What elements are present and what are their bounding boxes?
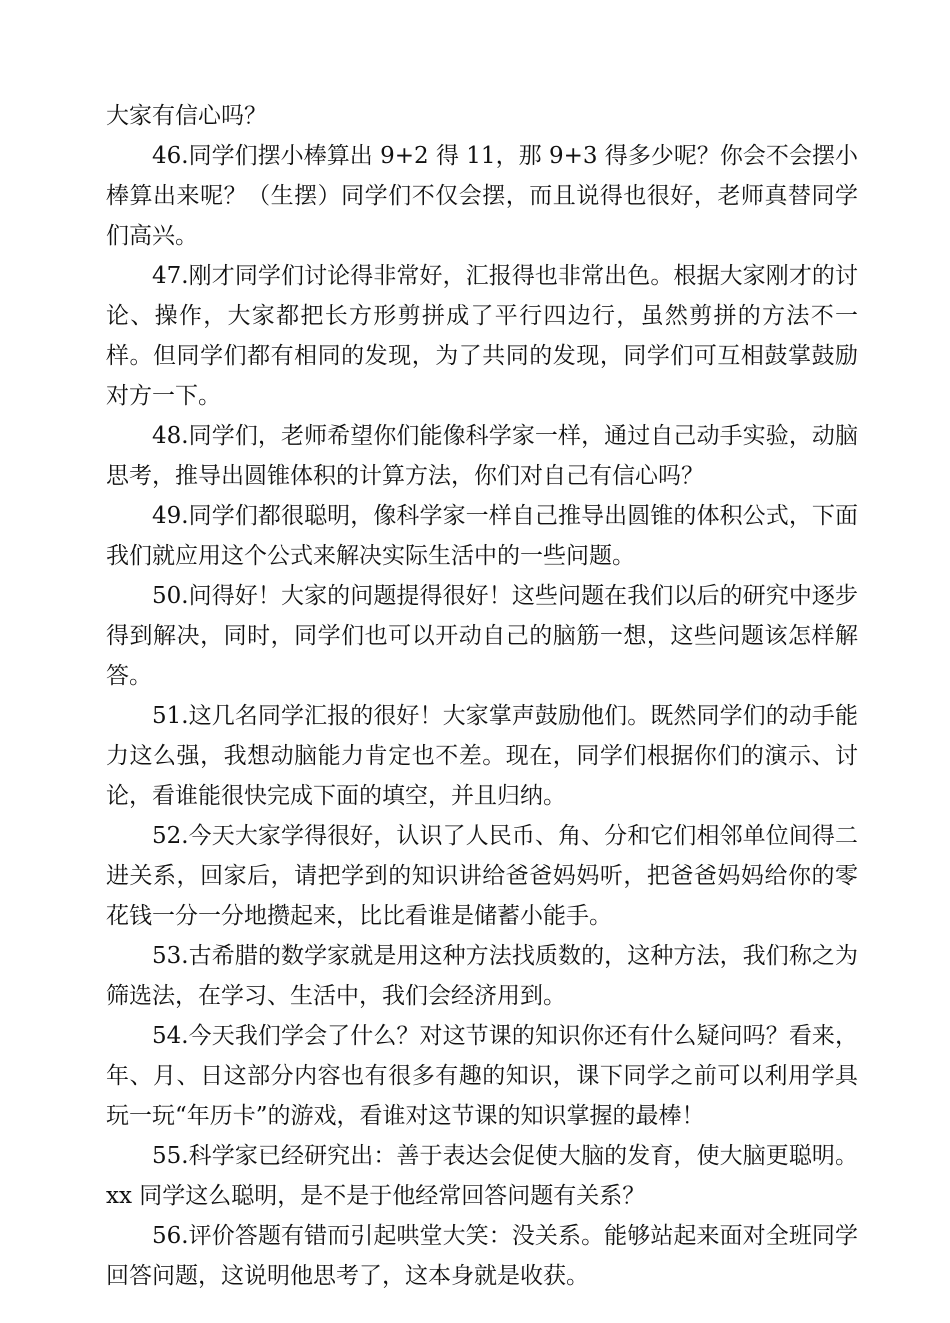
paragraph-53: 53.古希腊的数学家就是用这种方法找质数的，这种方法，我们称之为筛选法，在学习、生活中，我们会经济用到。 xyxy=(106,943,858,1009)
paragraph-55: 55.科学家已经研究出：善于表达会促使大脑的发育，使大脑更聪明。xx 同学这么聪明，是不是于他经常回答问题有关系？ xyxy=(106,1143,858,1209)
paragraph-47: 47.刚才同学们讨论得非常好，汇报得也非常出色。根据大家刚才的讨论、操作，大家都把长方形剪拼成了平行四边行，虽然剪拼的方法不一样。但同学们都有相同的发现，为了共同的发现，同学们可互相鼓掌鼓励对方一下。 xyxy=(106,263,858,409)
paragraph-51: 51.这几名同学汇报的很好！大家掌声鼓励他们。既然同学们的动手能力这么强，我想动脑能力肯定也不差。现在，同学们根据你们的演示、讨论，看谁能很快完成下面的填空，并且归纳。 xyxy=(106,703,858,809)
paragraph-52: 52.今天大家学得很好，认识了人民币、角、分和它们相邻单位间得二进关系，回家后，请把学到的知识讲给爸爸妈妈听，把爸爸妈妈给你的零花钱一分一分地攒起来，比比看谁是储蓄小能手。 xyxy=(106,823,858,929)
paragraph-46: 46.同学们摆小棒算出 9+2 得 11，那 9+3 得多少呢？你会不会摆小棒算出来呢？（生摆）同学们不仅会摆，而且说得也很好，老师真替同学们高兴。 xyxy=(106,143,858,249)
paragraph-48: 48.同学们，老师希望你们能像科学家一样，通过自己动手实验，动脑思考，推导出圆锥体积的计算方法，你们对自己有信心吗？ xyxy=(106,423,858,489)
paragraph-49: 49.同学们都很聪明，像科学家一样自己推导出圆锥的体积公式，下面我们就应用这个公式来解决实际生活中的一些问题。 xyxy=(106,503,858,569)
document-page xyxy=(106,96,858,1296)
paragraph-continuation: 大家有信心吗？ xyxy=(106,103,267,129)
paragraph-56: 56.评价答题有错而引起哄堂大笑：没关系。能够站起来面对全班同学回答问题，这说明他思考了，这本身就是收获。 xyxy=(106,1223,858,1289)
paragraph-54: 54.今天我们学会了什么？对这节课的知识你还有什么疑问吗？看来，年、月、日这部分内容也有很多有趣的知识，课下同学之前可以利用学具玩一玩“年历卡”的游戏，看谁对这节课的知识掌握的最棒！ xyxy=(106,1023,858,1129)
paragraph-50: 50.问得好！大家的问题提得很好！这些问题在我们以后的研究中逐步得到解决，同时，同学们也可以开动自己的脑筋一想，这些问题该怎样解答。 xyxy=(106,583,858,689)
